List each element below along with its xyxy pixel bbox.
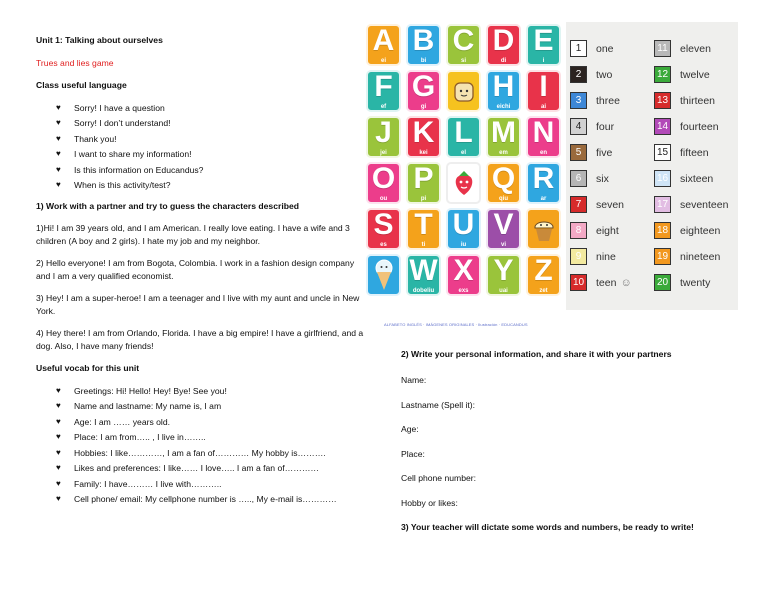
list-item-text: I want to share my information! <box>74 149 192 159</box>
alphabet-tile <box>366 24 401 66</box>
alphabet-tile <box>446 116 481 158</box>
number-box: 17 <box>654 196 671 213</box>
alphabet-tile <box>446 208 481 250</box>
alphabet-letter: D <box>492 23 515 57</box>
list-item <box>56 493 366 506</box>
alphabet-letter: Y <box>493 253 514 287</box>
alphabet-letter: Q <box>491 161 516 195</box>
alphabet-letter: J <box>375 115 392 149</box>
alphabet-letter: O <box>371 161 396 195</box>
character-description-1: 1)Hi! I am 39 years old, and I am American. I really love eating. I have a wife and 3 children (A boy and 2 girls). I hate my job and my neighbor. <box>36 223 350 246</box>
alphabet-letter: R <box>532 161 555 195</box>
number-row <box>654 66 710 83</box>
number-word: sixteen <box>680 172 714 185</box>
alphabet-sound: qiu <box>499 195 508 202</box>
number-row <box>570 144 612 161</box>
field-age-label: Age: <box>401 424 419 434</box>
list-item-text: Place: I am from….. , I live in…….. <box>74 432 206 442</box>
alphabet-letter: H <box>492 69 515 103</box>
number-row <box>654 144 709 161</box>
alphabet-tile <box>406 116 441 158</box>
alphabet-tile <box>366 70 401 112</box>
alphabet-tile <box>526 208 561 250</box>
character-description-3: 3) Hey! I am a super-heroe! I am a teenager and I live with my aunt and uncle in New York. <box>36 293 360 316</box>
list-item-text: Is this information on Educandus? <box>74 164 204 175</box>
strawberry-icon <box>451 168 477 198</box>
alphabet-tile <box>486 254 521 296</box>
alphabet-tile <box>486 70 521 112</box>
alphabet-letter: I <box>539 69 548 103</box>
number-row <box>570 118 614 135</box>
heart-bullet-icon: ♥ <box>56 385 61 395</box>
number-box: 16 <box>654 170 671 187</box>
number-word: twenty <box>680 276 711 289</box>
number-box: 11 <box>654 40 671 57</box>
number-word: nine <box>596 250 616 263</box>
game-subtitle: Trues and lies game <box>36 57 114 68</box>
number-box: 14 <box>654 118 671 135</box>
list-item-text: Family: I have……… I live with……….. <box>74 478 222 489</box>
list-item <box>56 462 366 475</box>
number-word: seventeen <box>680 198 729 211</box>
field-lastname-label: Lastname (Spell it): <box>401 399 476 410</box>
alphabet-sound: em <box>499 149 508 156</box>
number-word: seven <box>596 198 625 211</box>
number-box: 7 <box>570 196 587 213</box>
alphabet-letter: V <box>493 207 514 241</box>
number-box: 2 <box>570 66 587 83</box>
alphabet-letter: U <box>452 207 475 241</box>
number-row <box>570 92 620 109</box>
list-item <box>56 416 366 429</box>
list-item-text: Sorry! I don’t understand! <box>74 118 171 128</box>
number-row <box>654 274 710 291</box>
number-box: 12 <box>654 66 671 83</box>
heart-bullet-icon: ♥ <box>56 463 61 472</box>
list-item <box>56 133 366 146</box>
alphabet-tile <box>406 208 441 250</box>
vocab-heading: Useful vocab for this unit <box>36 363 140 373</box>
heart-bullet-icon: ♥ <box>56 494 61 503</box>
alphabet-tile <box>446 254 481 296</box>
exercise-2-heading: 2) Write your personal information, and share it with your partners <box>401 349 672 359</box>
list-item-text: When is this activity/test? <box>74 180 171 190</box>
alphabet-tile <box>446 162 481 204</box>
alphabet-tile <box>406 70 441 112</box>
alphabet-credit: ALFABETO INGLÉS · IMÁGENES ORIGINALES · Ilustración · EDUCANDUS <box>384 322 528 327</box>
number-row <box>654 170 713 187</box>
personal-info-section <box>401 348 741 547</box>
heart-bullet-icon: ♥ <box>56 149 61 158</box>
alphabet-sound: gi <box>420 103 427 110</box>
number-box: 15 <box>654 144 671 161</box>
number-word: twelve <box>680 68 710 81</box>
alphabet-sound: ar <box>540 195 547 202</box>
list-item-text: Name and lastname: My name is, I am <box>74 401 222 411</box>
alphabet-letter: G <box>411 69 436 103</box>
list-item-text: Likes and preferences: I like…… I love….. I am a fan of………… <box>74 463 320 473</box>
alphabet-sound: kei <box>419 149 428 156</box>
alphabet-letter: L <box>454 115 473 149</box>
left-column <box>36 34 366 514</box>
class-language-list <box>36 102 366 192</box>
alphabet-letter: P <box>413 161 434 195</box>
alphabet-tile <box>526 70 561 112</box>
vocab-list <box>36 385 366 506</box>
heart-bullet-icon: ♥ <box>56 401 61 410</box>
heart-bullet-icon: ♥ <box>56 164 61 174</box>
number-row <box>654 196 728 213</box>
number-box: 20 <box>654 274 671 291</box>
alphabet-tile <box>366 208 401 250</box>
number-word: eight <box>596 224 619 237</box>
alphabet-sound: i <box>542 57 545 64</box>
alphabet-tile <box>486 116 521 158</box>
alphabet-sound: di <box>500 57 507 64</box>
field-cellphone-label: Cell phone number: <box>401 473 477 483</box>
alphabet-sound: zet <box>539 287 548 294</box>
alphabet-letter: E <box>533 23 554 57</box>
number-word: fourteen <box>680 120 719 133</box>
class-language-heading: Class useful language <box>36 80 127 90</box>
alphabet-sound: ou <box>379 195 388 202</box>
number-box: 5 <box>570 144 587 161</box>
alphabet-letter: S <box>373 207 394 241</box>
number-row <box>570 248 616 265</box>
alphabet-sound: bi <box>420 57 427 64</box>
list-item-text: Greetings: Hi! Hello! Hey! Bye! See you! <box>74 385 227 396</box>
character-description-4: 4) Hey there! I am from Orlando, Florida. I have a big empire! I have a girlfriend, and a dog. Also, I have many friends! <box>36 328 364 351</box>
unit-title: Unit 1: Talking about ourselves <box>36 35 163 45</box>
number-row <box>654 222 720 239</box>
number-box: 13 <box>654 92 671 109</box>
number-row <box>570 170 609 187</box>
number-word: two <box>596 68 613 81</box>
exercise-1-heading: 1) Work with a partner and try to guess the characters described <box>36 200 299 211</box>
number-row <box>570 196 624 213</box>
alphabet-sound: dobeliu <box>412 287 435 294</box>
list-item <box>56 164 366 177</box>
alphabet-tile <box>526 254 561 296</box>
alphabet-sound: ti <box>421 241 426 248</box>
alphabet-sound: uai <box>499 287 508 294</box>
alphabet-tile <box>406 254 441 296</box>
list-item <box>56 179 366 192</box>
number-word: thirteen <box>680 94 716 107</box>
alphabet-letter: N <box>532 115 555 149</box>
number-box: 1 <box>570 40 587 57</box>
alphabet-sound: eichi <box>496 103 511 110</box>
alphabet-letter: A <box>372 23 395 57</box>
number-box: 9 <box>570 248 587 265</box>
alphabet-sound: iu <box>460 241 467 248</box>
number-row <box>654 40 711 57</box>
alphabet-sound: jei <box>380 149 387 156</box>
alphabet-letter: K <box>412 115 435 149</box>
number-row <box>570 274 632 291</box>
heart-bullet-icon: ♥ <box>56 478 61 488</box>
alphabet-sound: en <box>539 149 547 156</box>
alphabet-letter: M <box>491 115 516 149</box>
number-row <box>570 66 612 83</box>
numbers-chart <box>566 22 738 310</box>
alphabet-tile <box>486 208 521 250</box>
field-name-label: Name: <box>401 375 427 385</box>
alphabet-letter: W <box>409 253 438 287</box>
alphabet-tile <box>446 24 481 66</box>
number-box: 10 <box>570 274 587 291</box>
alphabet-sound: es <box>380 241 387 248</box>
alphabet-tile <box>366 116 401 158</box>
number-box: 6 <box>570 170 587 187</box>
number-word: six <box>596 172 609 185</box>
exercise-3-heading: 3) Your teacher will dictate some words and numbers, be ready to write! <box>401 522 694 532</box>
list-item-text: Hobbies: I like…………, I am a fan of………… My hobby is………. <box>74 447 326 458</box>
alphabet-sound: ef <box>380 103 387 110</box>
list-item <box>56 431 366 444</box>
mascot-icon: ☺ <box>620 276 632 289</box>
number-word: three <box>596 94 620 107</box>
list-item <box>56 400 366 413</box>
field-place-label: Place: <box>401 448 425 459</box>
number-row <box>654 92 715 109</box>
list-item-text: Age: I am …… years old. <box>74 416 170 427</box>
character-description-2: 2) Hello everyone! I am from Bogota, Colombia. I work in a fashion design company and I am a very qualified economist. <box>36 258 355 281</box>
alphabet-letter: Z <box>534 253 553 287</box>
list-item <box>56 447 366 460</box>
number-box: 3 <box>570 92 587 109</box>
heart-bullet-icon: ♥ <box>56 118 61 127</box>
list-item <box>56 102 366 115</box>
alphabet-letter: F <box>374 69 393 103</box>
number-row <box>570 40 614 57</box>
alphabet-tile <box>406 162 441 204</box>
toast-icon <box>452 78 476 104</box>
number-word: eighteen <box>680 224 721 237</box>
number-row <box>570 222 619 239</box>
alphabet-tile <box>366 254 401 296</box>
field-hobby-label: Hobby or likes: <box>401 497 458 508</box>
heart-bullet-icon: ♥ <box>56 447 61 457</box>
alphabet-sound: vi <box>500 241 506 248</box>
alphabet-tile <box>406 24 441 66</box>
heart-bullet-icon: ♥ <box>56 416 61 426</box>
number-box: 18 <box>654 222 671 239</box>
number-row <box>654 118 719 135</box>
list-item <box>56 148 366 161</box>
list-item <box>56 478 366 491</box>
alphabet-letter: X <box>453 253 474 287</box>
alphabet-sound: pi <box>420 195 427 202</box>
heart-bullet-icon: ♥ <box>56 432 61 441</box>
heart-bullet-icon: ♥ <box>56 180 61 189</box>
number-box: 4 <box>570 118 587 135</box>
heart-bullet-icon: ♥ <box>56 102 61 112</box>
alphabet-tile <box>486 24 521 66</box>
alphabet-sound: ai <box>540 103 546 110</box>
alphabet-sound: ei <box>380 57 386 64</box>
number-word: five <box>596 146 613 159</box>
alphabet-chart <box>364 22 562 332</box>
number-row <box>654 248 720 265</box>
alphabet-letter: T <box>414 207 433 241</box>
list-item-text: Thank you! <box>74 133 117 144</box>
alphabet-tile <box>526 116 561 158</box>
number-word: four <box>596 120 615 133</box>
alphabet-letter: B <box>412 23 435 57</box>
heart-bullet-icon: ♥ <box>56 133 61 143</box>
alphabet-tile <box>526 162 561 204</box>
number-word: teen <box>596 276 617 289</box>
alphabet-sound: el <box>460 149 466 156</box>
list-item <box>56 385 366 398</box>
icecream-icon <box>372 258 396 292</box>
number-box: 8 <box>570 222 587 239</box>
list-item-text: Cell phone/ email: My cellphone number is ….., My e-mail is………… <box>74 494 337 504</box>
alphabet-tile <box>446 70 481 112</box>
list-item <box>56 117 366 130</box>
alphabet-sound: exs <box>458 287 469 294</box>
alphabet-tile <box>366 162 401 204</box>
alphabet-letter: C <box>452 23 475 57</box>
number-box: 19 <box>654 248 671 265</box>
muffin-icon <box>530 214 558 244</box>
number-word: eleven <box>680 42 711 55</box>
number-word: one <box>596 42 614 55</box>
alphabet-tile <box>526 24 561 66</box>
alphabet-sound: si <box>460 57 466 64</box>
number-word: fifteen <box>680 146 709 159</box>
list-item-text: Sorry! I have a question <box>74 102 165 113</box>
alphabet-tile <box>486 162 521 204</box>
number-word: nineteen <box>680 250 721 263</box>
